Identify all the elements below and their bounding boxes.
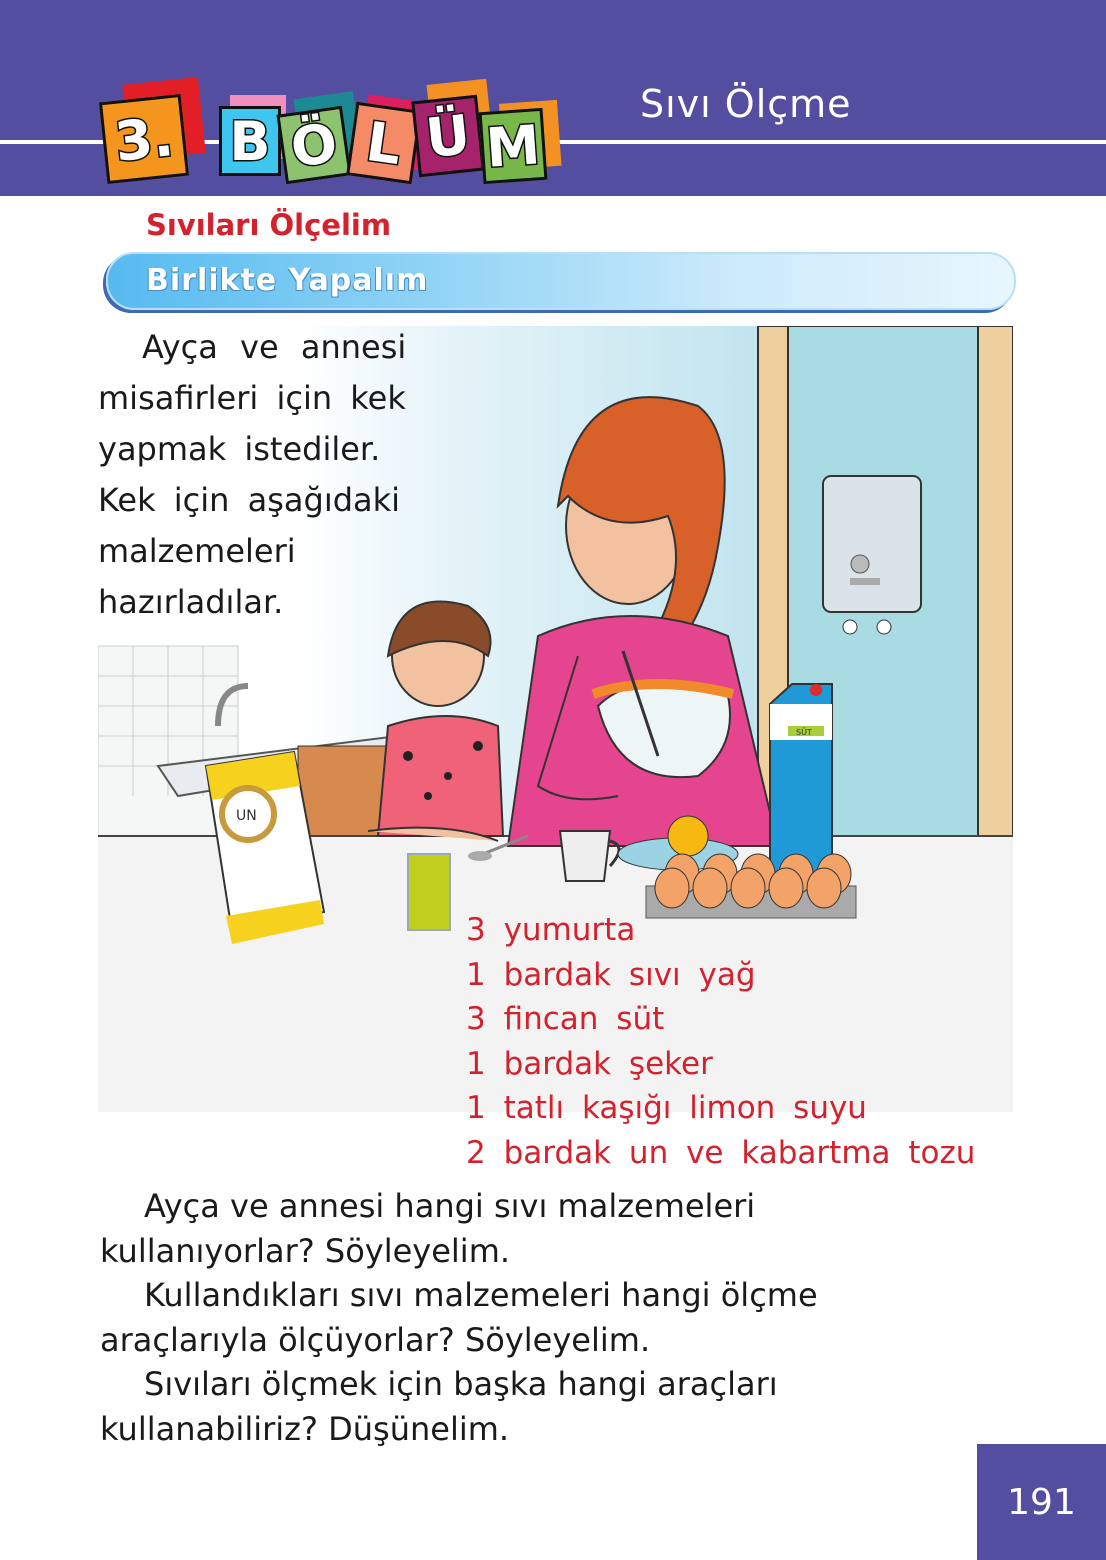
intro-line: Ayça ve annesi <box>142 328 407 366</box>
milk-carton <box>770 684 832 884</box>
cube-o-umlaut: Ö <box>276 106 351 185</box>
activity-banner <box>106 252 1016 310</box>
cube-b: B <box>219 106 281 176</box>
cube-u-umlaut: Ü <box>411 95 485 177</box>
svg-text:SÜT: SÜT <box>796 728 812 737</box>
intro-paragraph <box>98 322 414 628</box>
question-paragraph: Ayça ve annesi hangi sıvı malzemeleri kullanıyorlar? Söyleyelim. <box>100 1187 756 1270</box>
question-paragraph: Sıvıları ölçmek için başka hangi araçları kullanabiliriz? Düşünelim. <box>100 1365 778 1448</box>
intro-line: malzemeleri <box>98 532 296 570</box>
chapter-header-band <box>0 0 1106 196</box>
water-heater <box>823 476 921 634</box>
intro-line: misafirleri için kek <box>98 379 406 417</box>
cube-l: L <box>346 102 422 184</box>
question-paragraph: Kullandıkları sıvı malzemeleri hangi ölçme araçlarıyla ölçüyorlar? Söyleyelim. <box>100 1276 818 1359</box>
ingredient-item: 3 fincan süt <box>466 1001 665 1037</box>
chapter-title: Sıvı Ölçme <box>640 82 852 126</box>
cube-m: M <box>479 108 548 184</box>
ingredient-list <box>466 908 975 1175</box>
ingredient-item: 1 bardak sıvı yağ <box>466 956 756 993</box>
activity-banner-label: Birlikte Yapalım <box>146 263 429 298</box>
question-paragraphs <box>100 1184 880 1451</box>
intro-line: yapmak istediler. <box>98 430 381 468</box>
page-number: 191 <box>977 1444 1106 1560</box>
ingredient-item: 3 yumurta <box>466 912 636 948</box>
svg-text:UN: UN <box>236 808 257 824</box>
ingredient-item: 1 tatlı kaşığı limon suyu <box>466 1090 867 1126</box>
section-title: Sıvıları Ölçelim <box>146 208 392 242</box>
intro-line: hazırladılar. <box>98 583 284 621</box>
intro-line: Kek için aşağıdaki <box>98 481 401 519</box>
cube-3: 3. <box>99 94 189 184</box>
ingredient-item: 2 bardak un ve kabartma tozu <box>466 1134 976 1171</box>
chapter-label-cubes <box>95 60 585 210</box>
ingredient-item: 1 bardak şeker <box>466 1045 713 1082</box>
